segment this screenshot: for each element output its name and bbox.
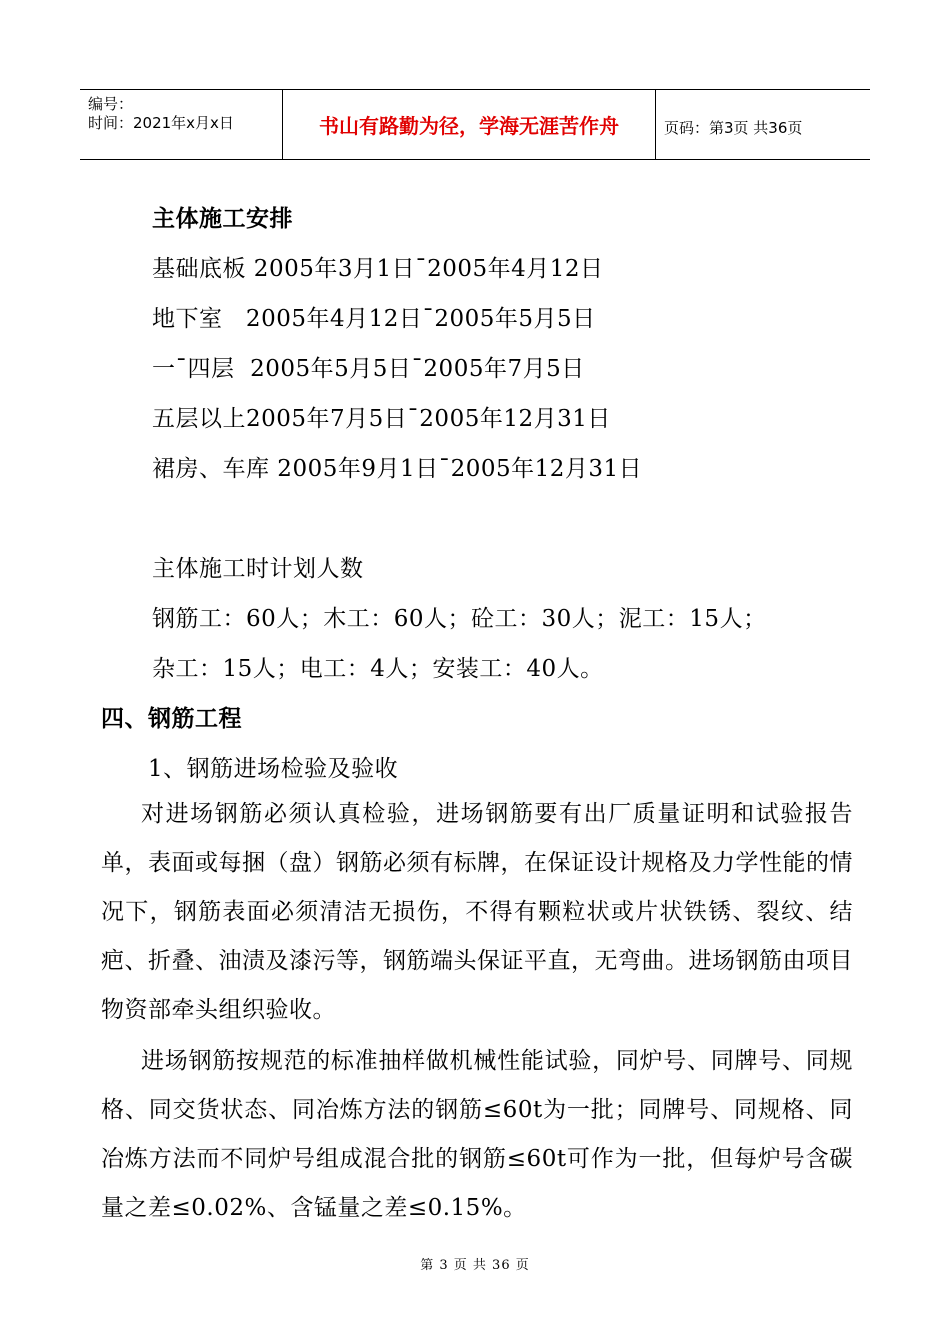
page-footer: 第 3 页 共 36 页 [420, 1258, 530, 1273]
workers-line: 杂工：15人；电工：4人；安装工：40人。 [152, 656, 604, 682]
header-left [88, 95, 234, 133]
header-page-info: 页码：第3页 共36页 [664, 119, 803, 137]
sub-heading: 1、钢筋进场检验及验收 [148, 756, 399, 782]
workers-line: 钢筋工：60人；木工：60人；砼工：30人；泥工：15人； [152, 606, 767, 632]
schedule-row: 五层以上2005年7月5日¯2005年12月31日 [152, 406, 611, 432]
schedule-row: 一¯四层 2005年5月5日¯2005年7月5日 [152, 356, 585, 382]
motto: 书山有路勤为径，学海无涯苦作舟 [319, 114, 619, 138]
schedule-title: 主体施工安排 [152, 205, 293, 232]
section-heading: 四、钢筋工程 [101, 705, 242, 732]
workers-title: 主体施工时计划人数 [152, 556, 364, 582]
schedule-row: 裙房、车库 2005年9月1日¯2005年12月31日 [152, 456, 643, 482]
date-line: 时间：2021年x月x日 [88, 114, 234, 132]
page-header [80, 89, 870, 160]
schedule-row: 基础底板 2005年3月1日¯2005年4月12日 [152, 256, 604, 282]
serial-label: 编号： [88, 95, 134, 113]
paragraph: 进场钢筋按规范的标准抽样做机械性能试验，同炉号、同牌号、同规格、同交货状态、同冶炼方法的钢筋≤60t为一批；同牌号、同规格、同冶炼方法而不同炉号组成混合批的钢筋≤60t可作为一批，但每炉号含碳量之差≤0.02%、含锰量之差≤0.15%。 [101, 1048, 853, 1221]
paragraph: 对进场钢筋必须认真检验，进场钢筋要有出厂质量证明和试验报告单，表面或每捆（盘）钢筋必须有标牌，在保证设计规格及力学性能的情况下，钢筋表面必须清洁无损伤，不得有颗粒状或片状铁锈、裂纹、结疤、折叠、油渍及漆污等，钢筋端头保证平直，无弯曲。进场钢筋由项目物资部牵头组织验收。 [101, 801, 853, 1023]
schedule-row: 地下室 2005年4月12日¯2005年5月5日 [152, 306, 596, 332]
header-motto-cell [282, 90, 656, 159]
